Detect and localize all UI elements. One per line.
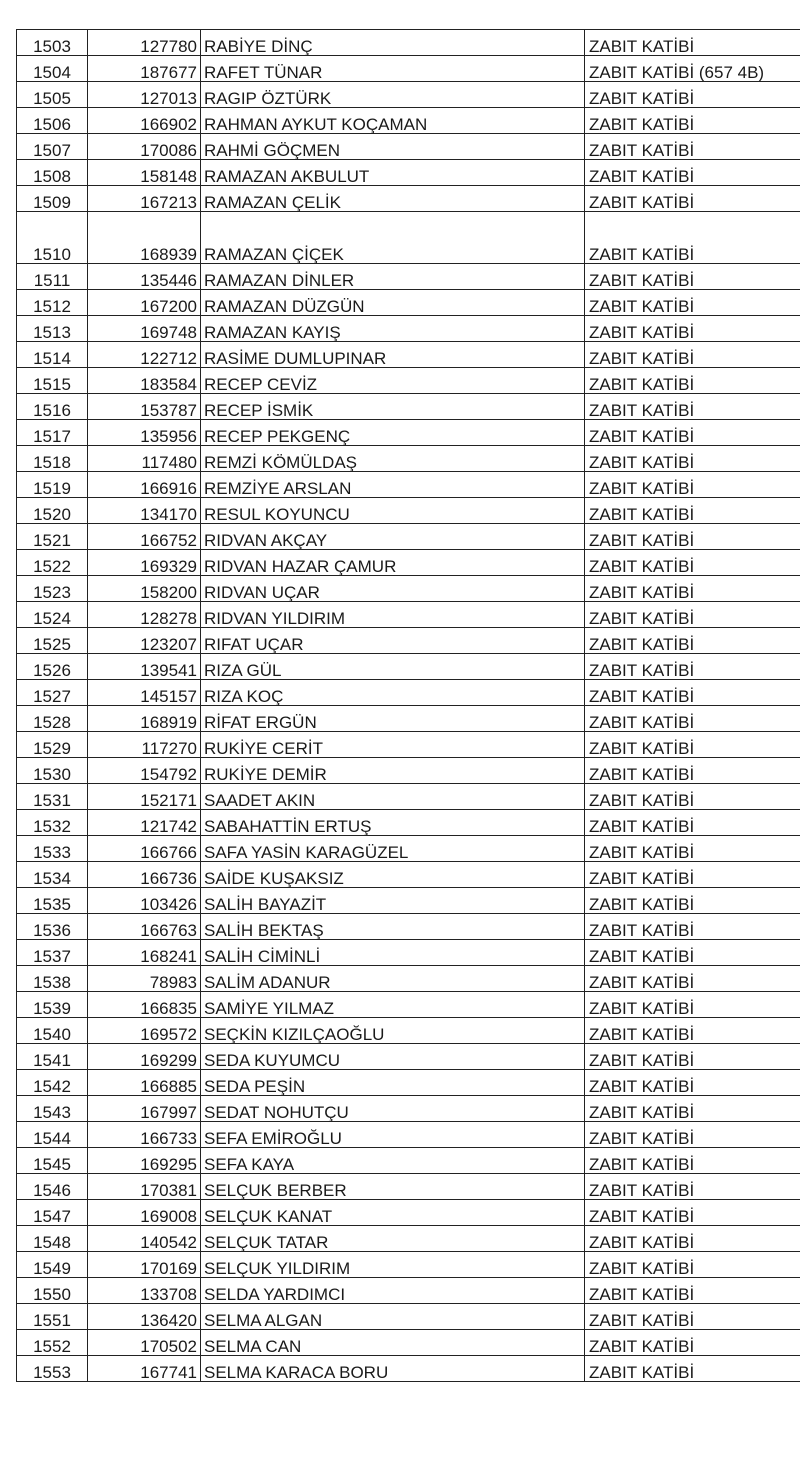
- table-row: [17, 940, 800, 966]
- person-name-cell: RAGIP ÖZTÜRK: [201, 82, 585, 108]
- registry-number-cell: 168939: [88, 212, 201, 264]
- registry-number-cell: 166763: [88, 914, 201, 940]
- job-title-cell: ZABIT KATİBİ: [585, 758, 800, 784]
- table-row: [17, 1018, 800, 1044]
- table-row: [17, 1304, 800, 1330]
- row-number-cell: 1538: [17, 966, 88, 992]
- person-name-cell: RIDVAN HAZAR ÇAMUR: [201, 550, 585, 576]
- person-name-cell: SAFA YASİN KARAGÜZEL: [201, 836, 585, 862]
- registry-number-cell: 117270: [88, 732, 201, 758]
- row-number-cell: 1550: [17, 1278, 88, 1304]
- person-name-cell: SELDA YARDIMCI: [201, 1278, 585, 1304]
- person-name-cell: SELMA CAN: [201, 1330, 585, 1356]
- row-number-cell: 1506: [17, 108, 88, 134]
- person-name-cell: RAMAZAN DÜZGÜN: [201, 290, 585, 316]
- row-number-cell: 1536: [17, 914, 88, 940]
- job-title-cell: ZABIT KATİBİ: [585, 810, 800, 836]
- row-number-cell: 1534: [17, 862, 88, 888]
- row-number-cell: 1520: [17, 498, 88, 524]
- registry-number-cell: 123207: [88, 628, 201, 654]
- person-name-cell: SEFA EMİROĞLU: [201, 1122, 585, 1148]
- job-title-cell: ZABIT KATİBİ: [585, 680, 800, 706]
- table-row: [17, 706, 800, 732]
- registry-number-cell: 166766: [88, 836, 201, 862]
- table-row: [17, 602, 800, 628]
- table-row: [17, 758, 800, 784]
- job-title-cell: ZABIT KATİBİ: [585, 290, 800, 316]
- row-number-cell: 1528: [17, 706, 88, 732]
- table-row: [17, 524, 800, 550]
- row-number-cell: 1545: [17, 1148, 88, 1174]
- table-row: [17, 394, 800, 420]
- job-title-cell: ZABIT KATİBİ: [585, 628, 800, 654]
- job-title-cell: ZABIT KATİBİ: [585, 342, 800, 368]
- job-title-cell: ZABIT KATİBİ: [585, 1226, 800, 1252]
- table-row: [17, 1278, 800, 1304]
- registry-number-cell: 135446: [88, 264, 201, 290]
- registry-number-cell: 152171: [88, 784, 201, 810]
- job-title-cell: ZABIT KATİBİ: [585, 914, 800, 940]
- person-name-cell: SAİDE KUŞAKSIZ: [201, 862, 585, 888]
- table-row: [17, 1148, 800, 1174]
- job-title-cell: ZABIT KATİBİ: [585, 576, 800, 602]
- row-number-cell: 1532: [17, 810, 88, 836]
- registry-number-cell: 167997: [88, 1096, 201, 1122]
- registry-number-cell: 154792: [88, 758, 201, 784]
- person-name-cell: RAMAZAN AKBULUT: [201, 160, 585, 186]
- person-name-cell: SEDA PEŞİN: [201, 1070, 585, 1096]
- job-title-cell: ZABIT KATİBİ: [585, 524, 800, 550]
- job-title-cell: ZABIT KATİBİ: [585, 732, 800, 758]
- table-row: [17, 420, 800, 446]
- row-number-cell: 1551: [17, 1304, 88, 1330]
- job-title-cell: ZABIT KATİBİ: [585, 1096, 800, 1122]
- registry-number-cell: 145157: [88, 680, 201, 706]
- registry-number-cell: 167741: [88, 1356, 201, 1382]
- row-number-cell: 1544: [17, 1122, 88, 1148]
- job-title-cell: ZABIT KATİBİ: [585, 888, 800, 914]
- person-name-cell: SELÇUK BERBER: [201, 1174, 585, 1200]
- person-name-cell: RAMAZAN ÇİÇEK: [201, 212, 585, 264]
- person-name-cell: SEFA KAYA: [201, 1148, 585, 1174]
- person-name-cell: SELÇUK TATAR: [201, 1226, 585, 1252]
- row-number-cell: 1535: [17, 888, 88, 914]
- person-name-cell: SAADET AKIN: [201, 784, 585, 810]
- person-name-cell: SABAHATTİN ERTUŞ: [201, 810, 585, 836]
- table-row: [17, 1252, 800, 1278]
- person-name-cell: RUKİYE DEMİR: [201, 758, 585, 784]
- job-title-cell: ZABIT KATİBİ: [585, 498, 800, 524]
- table-row: [17, 888, 800, 914]
- registry-number-cell: 169329: [88, 550, 201, 576]
- table-row: [17, 160, 800, 186]
- table-row: [17, 1330, 800, 1356]
- row-number-cell: 1508: [17, 160, 88, 186]
- registry-number-cell: 122712: [88, 342, 201, 368]
- table-row: [17, 56, 800, 82]
- registry-number-cell: 103426: [88, 888, 201, 914]
- job-title-cell: ZABIT KATİBİ: [585, 420, 800, 446]
- row-number-cell: 1517: [17, 420, 88, 446]
- job-title-cell: ZABIT KATİBİ: [585, 446, 800, 472]
- table-row: [17, 264, 800, 290]
- person-name-cell: RAMAZAN ÇELİK: [201, 186, 585, 212]
- person-name-cell: REMZİ KÖMÜLDAŞ: [201, 446, 585, 472]
- job-title-cell: ZABIT KATİBİ: [585, 394, 800, 420]
- table-row: [17, 290, 800, 316]
- registry-number-cell: 166902: [88, 108, 201, 134]
- table-row: [17, 212, 800, 264]
- registry-number-cell: 169572: [88, 1018, 201, 1044]
- row-number-cell: 1527: [17, 680, 88, 706]
- registry-number-cell: 169295: [88, 1148, 201, 1174]
- table-row: [17, 992, 800, 1018]
- table-row: [17, 550, 800, 576]
- row-number-cell: 1553: [17, 1356, 88, 1382]
- table-row: [17, 628, 800, 654]
- registry-number-cell: 117480: [88, 446, 201, 472]
- registry-number-cell: 134170: [88, 498, 201, 524]
- person-name-cell: RIDVAN YILDIRIM: [201, 602, 585, 628]
- table-row: [17, 316, 800, 342]
- row-number-cell: 1529: [17, 732, 88, 758]
- row-number-cell: 1515: [17, 368, 88, 394]
- registry-number-cell: 166885: [88, 1070, 201, 1096]
- registry-number-cell: 170381: [88, 1174, 201, 1200]
- table-row: [17, 784, 800, 810]
- row-number-cell: 1509: [17, 186, 88, 212]
- table-row: [17, 1096, 800, 1122]
- row-number-cell: 1540: [17, 1018, 88, 1044]
- job-title-cell: ZABIT KATİBİ: [585, 1018, 800, 1044]
- job-title-cell: ZABIT KATİBİ: [585, 1356, 800, 1382]
- person-name-cell: SALİH BAYAZİT: [201, 888, 585, 914]
- job-title-cell: ZABIT KATİBİ: [585, 212, 800, 264]
- job-title-cell: ZABIT KATİBİ: [585, 1330, 800, 1356]
- table-row: [17, 1070, 800, 1096]
- registry-number-cell: 78983: [88, 966, 201, 992]
- person-name-cell: RIDVAN UÇAR: [201, 576, 585, 602]
- row-number-cell: 1539: [17, 992, 88, 1018]
- registry-number-cell: 167200: [88, 290, 201, 316]
- person-name-cell: RAHMİ GÖÇMEN: [201, 134, 585, 160]
- person-name-cell: SELMA ALGAN: [201, 1304, 585, 1330]
- registry-number-cell: 158148: [88, 160, 201, 186]
- row-number-cell: 1513: [17, 316, 88, 342]
- table-row: [17, 368, 800, 394]
- table-row: [17, 30, 800, 56]
- row-number-cell: 1533: [17, 836, 88, 862]
- table-row: [17, 576, 800, 602]
- row-number-cell: 1524: [17, 602, 88, 628]
- person-name-cell: SEDA KUYUMCU: [201, 1044, 585, 1070]
- job-title-cell: ZABIT KATİBİ: [585, 602, 800, 628]
- row-number-cell: 1531: [17, 784, 88, 810]
- job-title-cell: ZABIT KATİBİ: [585, 836, 800, 862]
- table-row: [17, 862, 800, 888]
- staff-list-table: [16, 29, 800, 1382]
- table-row: [17, 1174, 800, 1200]
- job-title-cell: ZABIT KATİBİ: [585, 134, 800, 160]
- table-row: [17, 810, 800, 836]
- person-name-cell: RUKİYE CERİT: [201, 732, 585, 758]
- registry-number-cell: 167213: [88, 186, 201, 212]
- registry-number-cell: 170502: [88, 1330, 201, 1356]
- person-name-cell: SALİM ADANUR: [201, 966, 585, 992]
- row-number-cell: 1547: [17, 1200, 88, 1226]
- table-row: [17, 836, 800, 862]
- registry-number-cell: 153787: [88, 394, 201, 420]
- table-row: [17, 1200, 800, 1226]
- registry-number-cell: 158200: [88, 576, 201, 602]
- person-name-cell: SALİH CİMİNLİ: [201, 940, 585, 966]
- registry-number-cell: 166736: [88, 862, 201, 888]
- registry-number-cell: 166752: [88, 524, 201, 550]
- row-number-cell: 1511: [17, 264, 88, 290]
- row-number-cell: 1516: [17, 394, 88, 420]
- table-row: [17, 1226, 800, 1252]
- row-number-cell: 1510: [17, 212, 88, 264]
- registry-number-cell: 169008: [88, 1200, 201, 1226]
- person-name-cell: RABİYE DİNÇ: [201, 30, 585, 56]
- table-row: [17, 108, 800, 134]
- row-number-cell: 1522: [17, 550, 88, 576]
- registry-number-cell: 166916: [88, 472, 201, 498]
- table-row: [17, 134, 800, 160]
- row-number-cell: 1543: [17, 1096, 88, 1122]
- person-name-cell: RAMAZAN DİNLER: [201, 264, 585, 290]
- person-name-cell: RIDVAN AKÇAY: [201, 524, 585, 550]
- registry-number-cell: 170086: [88, 134, 201, 160]
- table-row: [17, 82, 800, 108]
- person-name-cell: RECEP CEVİZ: [201, 368, 585, 394]
- person-name-cell: RİFAT ERGÜN: [201, 706, 585, 732]
- row-number-cell: 1541: [17, 1044, 88, 1070]
- person-name-cell: RIFAT UÇAR: [201, 628, 585, 654]
- table-row: [17, 680, 800, 706]
- registry-number-cell: 170169: [88, 1252, 201, 1278]
- row-number-cell: 1525: [17, 628, 88, 654]
- person-name-cell: RESUL KOYUNCU: [201, 498, 585, 524]
- table-row: [17, 914, 800, 940]
- job-title-cell: ZABIT KATİBİ: [585, 264, 800, 290]
- job-title-cell: ZABIT KATİBİ: [585, 1044, 800, 1070]
- registry-number-cell: 139541: [88, 654, 201, 680]
- table-row: [17, 732, 800, 758]
- row-number-cell: 1548: [17, 1226, 88, 1252]
- registry-number-cell: 121742: [88, 810, 201, 836]
- job-title-cell: ZABIT KATİBİ: [585, 966, 800, 992]
- registry-number-cell: 133708: [88, 1278, 201, 1304]
- registry-number-cell: 166733: [88, 1122, 201, 1148]
- row-number-cell: 1530: [17, 758, 88, 784]
- person-name-cell: SALİH BEKTAŞ: [201, 914, 585, 940]
- person-name-cell: SELÇUK KANAT: [201, 1200, 585, 1226]
- table-row: [17, 1044, 800, 1070]
- staff-list-body: [17, 30, 800, 1382]
- job-title-cell: ZABIT KATİBİ: [585, 368, 800, 394]
- job-title-cell: ZABIT KATİBİ: [585, 940, 800, 966]
- person-name-cell: RIZA KOÇ: [201, 680, 585, 706]
- table-row: [17, 966, 800, 992]
- row-number-cell: 1505: [17, 82, 88, 108]
- job-title-cell: ZABIT KATİBİ: [585, 82, 800, 108]
- job-title-cell: ZABIT KATİBİ: [585, 1148, 800, 1174]
- row-number-cell: 1503: [17, 30, 88, 56]
- job-title-cell: ZABIT KATİBİ: [585, 784, 800, 810]
- row-number-cell: 1549: [17, 1252, 88, 1278]
- person-name-cell: SELMA KARACA BORU: [201, 1356, 585, 1382]
- registry-number-cell: 187677: [88, 56, 201, 82]
- row-number-cell: 1521: [17, 524, 88, 550]
- row-number-cell: 1514: [17, 342, 88, 368]
- job-title-cell: ZABIT KATİBİ: [585, 992, 800, 1018]
- job-title-cell: ZABIT KATİBİ: [585, 1070, 800, 1096]
- registry-number-cell: 168919: [88, 706, 201, 732]
- person-name-cell: RAMAZAN KAYIŞ: [201, 316, 585, 342]
- registry-number-cell: 127780: [88, 30, 201, 56]
- job-title-cell: ZABIT KATİBİ: [585, 862, 800, 888]
- registry-number-cell: 169748: [88, 316, 201, 342]
- table-row: [17, 498, 800, 524]
- job-title-cell: ZABIT KATİBİ: [585, 160, 800, 186]
- registry-number-cell: 168241: [88, 940, 201, 966]
- registry-number-cell: 183584: [88, 368, 201, 394]
- table-row: [17, 1356, 800, 1382]
- table-row: [17, 186, 800, 212]
- registry-number-cell: 127013: [88, 82, 201, 108]
- job-title-cell: ZABIT KATİBİ: [585, 30, 800, 56]
- registry-number-cell: 166835: [88, 992, 201, 1018]
- person-name-cell: RAFET TÜNAR: [201, 56, 585, 82]
- row-number-cell: 1518: [17, 446, 88, 472]
- job-title-cell: ZABIT KATİBİ: [585, 1252, 800, 1278]
- registry-number-cell: 140542: [88, 1226, 201, 1252]
- job-title-cell: ZABIT KATİBİ: [585, 1174, 800, 1200]
- table-row: [17, 446, 800, 472]
- row-number-cell: 1523: [17, 576, 88, 602]
- registry-number-cell: 135956: [88, 420, 201, 446]
- row-number-cell: 1519: [17, 472, 88, 498]
- row-number-cell: 1546: [17, 1174, 88, 1200]
- job-title-cell: ZABIT KATİBİ: [585, 706, 800, 732]
- table-row: [17, 654, 800, 680]
- job-title-cell: ZABIT KATİBİ: [585, 1304, 800, 1330]
- person-name-cell: RAHMAN AYKUT KOÇAMAN: [201, 108, 585, 134]
- row-number-cell: 1526: [17, 654, 88, 680]
- job-title-cell: ZABIT KATİBİ: [585, 472, 800, 498]
- person-name-cell: RASİME DUMLUPINAR: [201, 342, 585, 368]
- person-name-cell: RIZA GÜL: [201, 654, 585, 680]
- job-title-cell: ZABIT KATİBİ: [585, 654, 800, 680]
- table-row: [17, 342, 800, 368]
- row-number-cell: 1542: [17, 1070, 88, 1096]
- registry-number-cell: 128278: [88, 602, 201, 628]
- row-number-cell: 1537: [17, 940, 88, 966]
- job-title-cell: ZABIT KATİBİ: [585, 1278, 800, 1304]
- job-title-cell: ZABIT KATİBİ (657 4B): [585, 56, 800, 82]
- job-title-cell: ZABIT KATİBİ: [585, 108, 800, 134]
- person-name-cell: SEÇKİN KIZILÇAOĞLU: [201, 1018, 585, 1044]
- person-name-cell: SEDAT NOHUTÇU: [201, 1096, 585, 1122]
- table-row: [17, 1122, 800, 1148]
- registry-number-cell: 136420: [88, 1304, 201, 1330]
- row-number-cell: 1512: [17, 290, 88, 316]
- table-row: [17, 472, 800, 498]
- person-name-cell: SAMİYE YILMAZ: [201, 992, 585, 1018]
- job-title-cell: ZABIT KATİBİ: [585, 550, 800, 576]
- row-number-cell: 1507: [17, 134, 88, 160]
- person-name-cell: RECEP PEKGENÇ: [201, 420, 585, 446]
- row-number-cell: 1504: [17, 56, 88, 82]
- registry-number-cell: 169299: [88, 1044, 201, 1070]
- person-name-cell: SELÇUK YILDIRIM: [201, 1252, 585, 1278]
- person-name-cell: REMZİYE ARSLAN: [201, 472, 585, 498]
- job-title-cell: ZABIT KATİBİ: [585, 1200, 800, 1226]
- job-title-cell: ZABIT KATİBİ: [585, 316, 800, 342]
- person-name-cell: RECEP İSMİK: [201, 394, 585, 420]
- job-title-cell: ZABIT KATİBİ: [585, 1122, 800, 1148]
- row-number-cell: 1552: [17, 1330, 88, 1356]
- job-title-cell: ZABIT KATİBİ: [585, 186, 800, 212]
